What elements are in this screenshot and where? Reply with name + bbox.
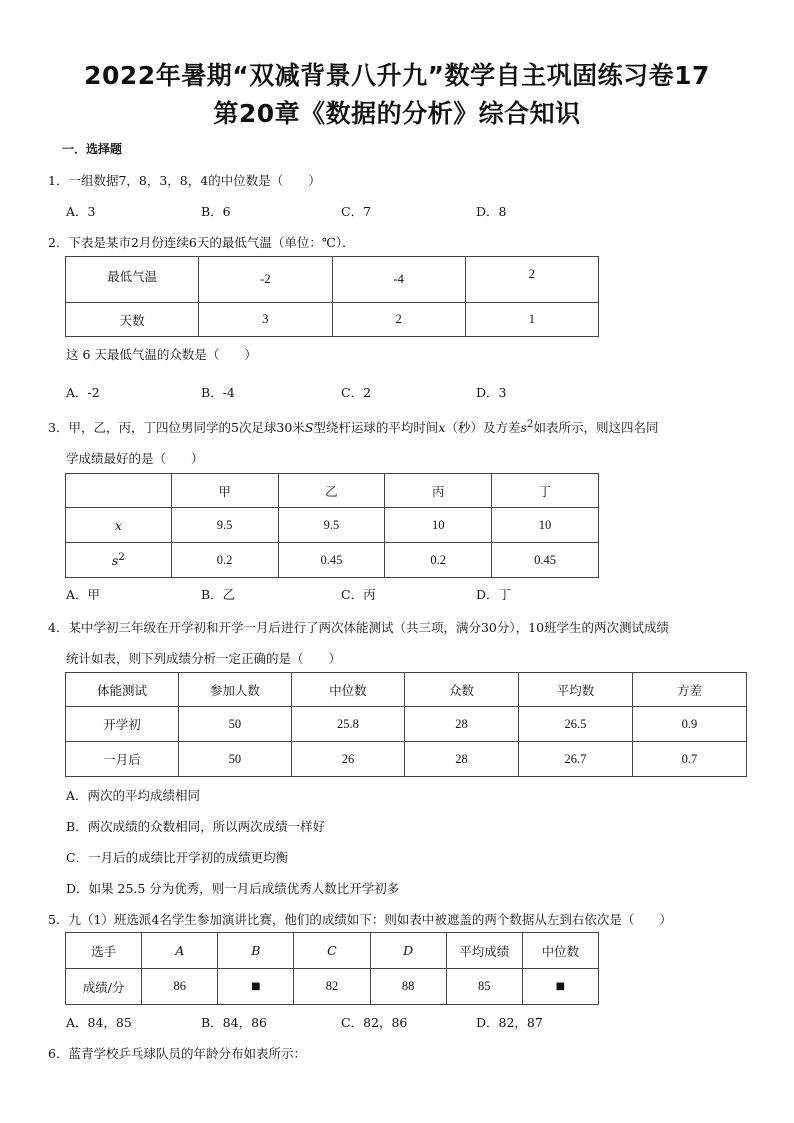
player-c-label: C (327, 943, 337, 958)
table-cell: 0.2 (171, 543, 278, 578)
table-cell: 26 (291, 742, 404, 777)
table-cell: 50 (178, 707, 291, 742)
x-symbol: x (114, 517, 122, 533)
table-cell: 方差 (632, 673, 746, 707)
q3-option-b: B．乙 (201, 587, 236, 602)
q1-option-d: D．8 (476, 204, 507, 219)
table-cell: 乙 (278, 474, 385, 508)
q2-option-d: D．3 (476, 385, 507, 400)
q4-option-b: B．两次成绩的众数相同，所以两次成绩一样好 (66, 819, 326, 834)
q3-stem-part: 3．甲，乙，丙，丁四位男同学的5次足球30米 (48, 420, 305, 436)
table-row (66, 742, 747, 777)
table-cell: 0.2 (385, 543, 492, 578)
table-cell: 0.45 (492, 543, 599, 578)
s-superscript: 2 (118, 551, 125, 564)
table-cell: 0.9 (632, 707, 746, 742)
table-cell: 9.5 (171, 508, 278, 543)
table-cell: 平均成绩 (446, 933, 522, 969)
table-cell: -2 (199, 257, 332, 303)
table-cell: 成绩/分 (66, 969, 142, 1005)
table-cell: 28 (404, 707, 518, 742)
table-row (66, 303, 599, 337)
table-cell: 平均数 (518, 673, 632, 707)
q4-table (65, 672, 747, 777)
table-cell: 0.7 (632, 742, 746, 777)
q3-superscript: 2 (526, 418, 534, 430)
table-cell (370, 933, 446, 969)
table-cell: 86 (142, 969, 218, 1005)
table-cell: 10 (385, 508, 492, 543)
q5-option-b: B．84，86 (201, 1015, 267, 1030)
q1-option-c: C．7 (341, 204, 372, 219)
question-2-ask: 这 6 天最低气温的众数是（ ） (66, 347, 257, 362)
q3-option-a: A．甲 (66, 587, 101, 602)
table-cell (294, 933, 370, 969)
table-cell (66, 474, 172, 508)
q4-option-c: C．一月后的成绩比开学初的成绩更均衡 (66, 850, 289, 865)
q3-stem-part: （秒）及方差 (445, 420, 521, 436)
table-row (66, 707, 747, 742)
table-cell: 85 (446, 969, 522, 1005)
document-title-line2: 第20章《数据的分析》综合知识 (213, 99, 581, 128)
table-row (66, 257, 599, 303)
table-cell: 50 (178, 742, 291, 777)
table-cell: 25.8 (291, 707, 404, 742)
q2-table (65, 256, 599, 337)
q1-option-a: A．3 (66, 204, 96, 219)
q3-stem-part: 如表所示，则这四名同 (533, 420, 659, 436)
question-3-stem (48, 418, 659, 436)
question-4-stem-line2: 统计如表，则下列成绩分析一定正确的是（ ） (66, 651, 342, 666)
table-cell: 众数 (404, 673, 518, 707)
table-cell: 3 (199, 303, 332, 337)
table-cell: 最低气温 (66, 257, 199, 303)
table-cell: 2 (332, 303, 465, 337)
q5-option-c: C．82，86 (341, 1015, 408, 1030)
table-row (66, 474, 599, 508)
table-cell: 1 (465, 303, 598, 337)
table-cell: 2 (465, 257, 598, 303)
question-2-stem: 2．下表是某市2月份连续6天的最低气温（单位：℃）． (48, 235, 355, 250)
q2-option-b: B．-4 (201, 385, 235, 400)
table-cell: 中位数 (522, 933, 598, 969)
table-row (66, 933, 599, 969)
q1-option-b: B．6 (201, 204, 231, 219)
q3-symbol-s: S (304, 420, 314, 436)
q5-option-a: A．84，85 (66, 1015, 132, 1030)
table-cell: 88 (370, 969, 446, 1005)
table-cell: 82 (294, 969, 370, 1005)
table-cell: 体能测试 (66, 673, 179, 707)
table-cell: 丙 (385, 474, 492, 508)
q3-option-d: D．丁 (476, 587, 512, 602)
table-cell: 参加人数 (178, 673, 291, 707)
document-title-line1: 2022年暑期“双减背景八升九”数学自主巩固练习卷17 (84, 61, 710, 90)
s-symbol: s (111, 553, 119, 569)
q2-option-a: A．-2 (66, 385, 100, 400)
q4-option-a: A．两次的平均成绩相同 (66, 788, 201, 803)
q2-option-c: C．2 (341, 385, 372, 400)
table-cell (218, 933, 294, 969)
table-cell: 26.7 (518, 742, 632, 777)
table-cell: 10 (492, 508, 599, 543)
q3-table (65, 473, 599, 578)
question-6-stem: 6．蓝青学校乒乓球队员的年龄分布如表所示： (48, 1046, 306, 1061)
table-cell: -4 (332, 257, 465, 303)
table-cell: 天数 (66, 303, 199, 337)
player-b-label: B (251, 943, 261, 958)
q3-stem-part: 型绕杆运球的平均时间 (313, 420, 439, 436)
table-cell (66, 543, 172, 578)
table-row (66, 543, 599, 578)
table-row (66, 969, 599, 1005)
question-5-stem: 5．九（1）班选派4名学生参加演讲比赛，他们的成绩如下：则如表中被遮盖的两个数据从左到右依次是（ ） (48, 912, 672, 927)
player-d-label: D (403, 943, 414, 958)
table-cell: ■ (522, 969, 598, 1005)
question-4-stem: 4．某中学初三年级在开学初和开学一月后进行了两次体能测试（共三项，满分30分），10班学生的两次测试成绩 (48, 620, 670, 635)
table-cell: 选手 (66, 933, 142, 969)
table-cell: 一月后 (66, 742, 179, 777)
player-a-label: A (175, 943, 185, 958)
q3-symbol-x: x (438, 420, 446, 436)
question-1-stem: 1．一组数据7，8，3，8，4的中位数是（ ） (48, 173, 321, 188)
table-cell: ■ (218, 969, 294, 1005)
table-cell: 丁 (492, 474, 599, 508)
table-cell: 9.5 (278, 508, 385, 543)
table-cell: 中位数 (291, 673, 404, 707)
table-cell: 28 (404, 742, 518, 777)
table-cell (66, 508, 172, 543)
table-cell: 26.5 (518, 707, 632, 742)
question-3-stem-line2: 学成绩最好的是（ ） (66, 451, 204, 466)
q3-option-c: C．丙 (341, 587, 376, 602)
table-cell: 甲 (171, 474, 278, 508)
table-cell: 开学初 (66, 707, 179, 742)
section-heading: 一．选择题 (62, 142, 123, 156)
q4-option-d: D．如果 25.5 分为优秀，则一月后成绩优秀人数比开学初多 (66, 881, 400, 896)
q5-option-d: D．82，87 (476, 1015, 543, 1030)
table-cell (142, 933, 218, 969)
q5-table (65, 932, 599, 1005)
table-row (66, 508, 599, 543)
table-cell: 0.45 (278, 543, 385, 578)
q3-symbol-s2: s (520, 420, 527, 436)
table-row (66, 673, 747, 707)
